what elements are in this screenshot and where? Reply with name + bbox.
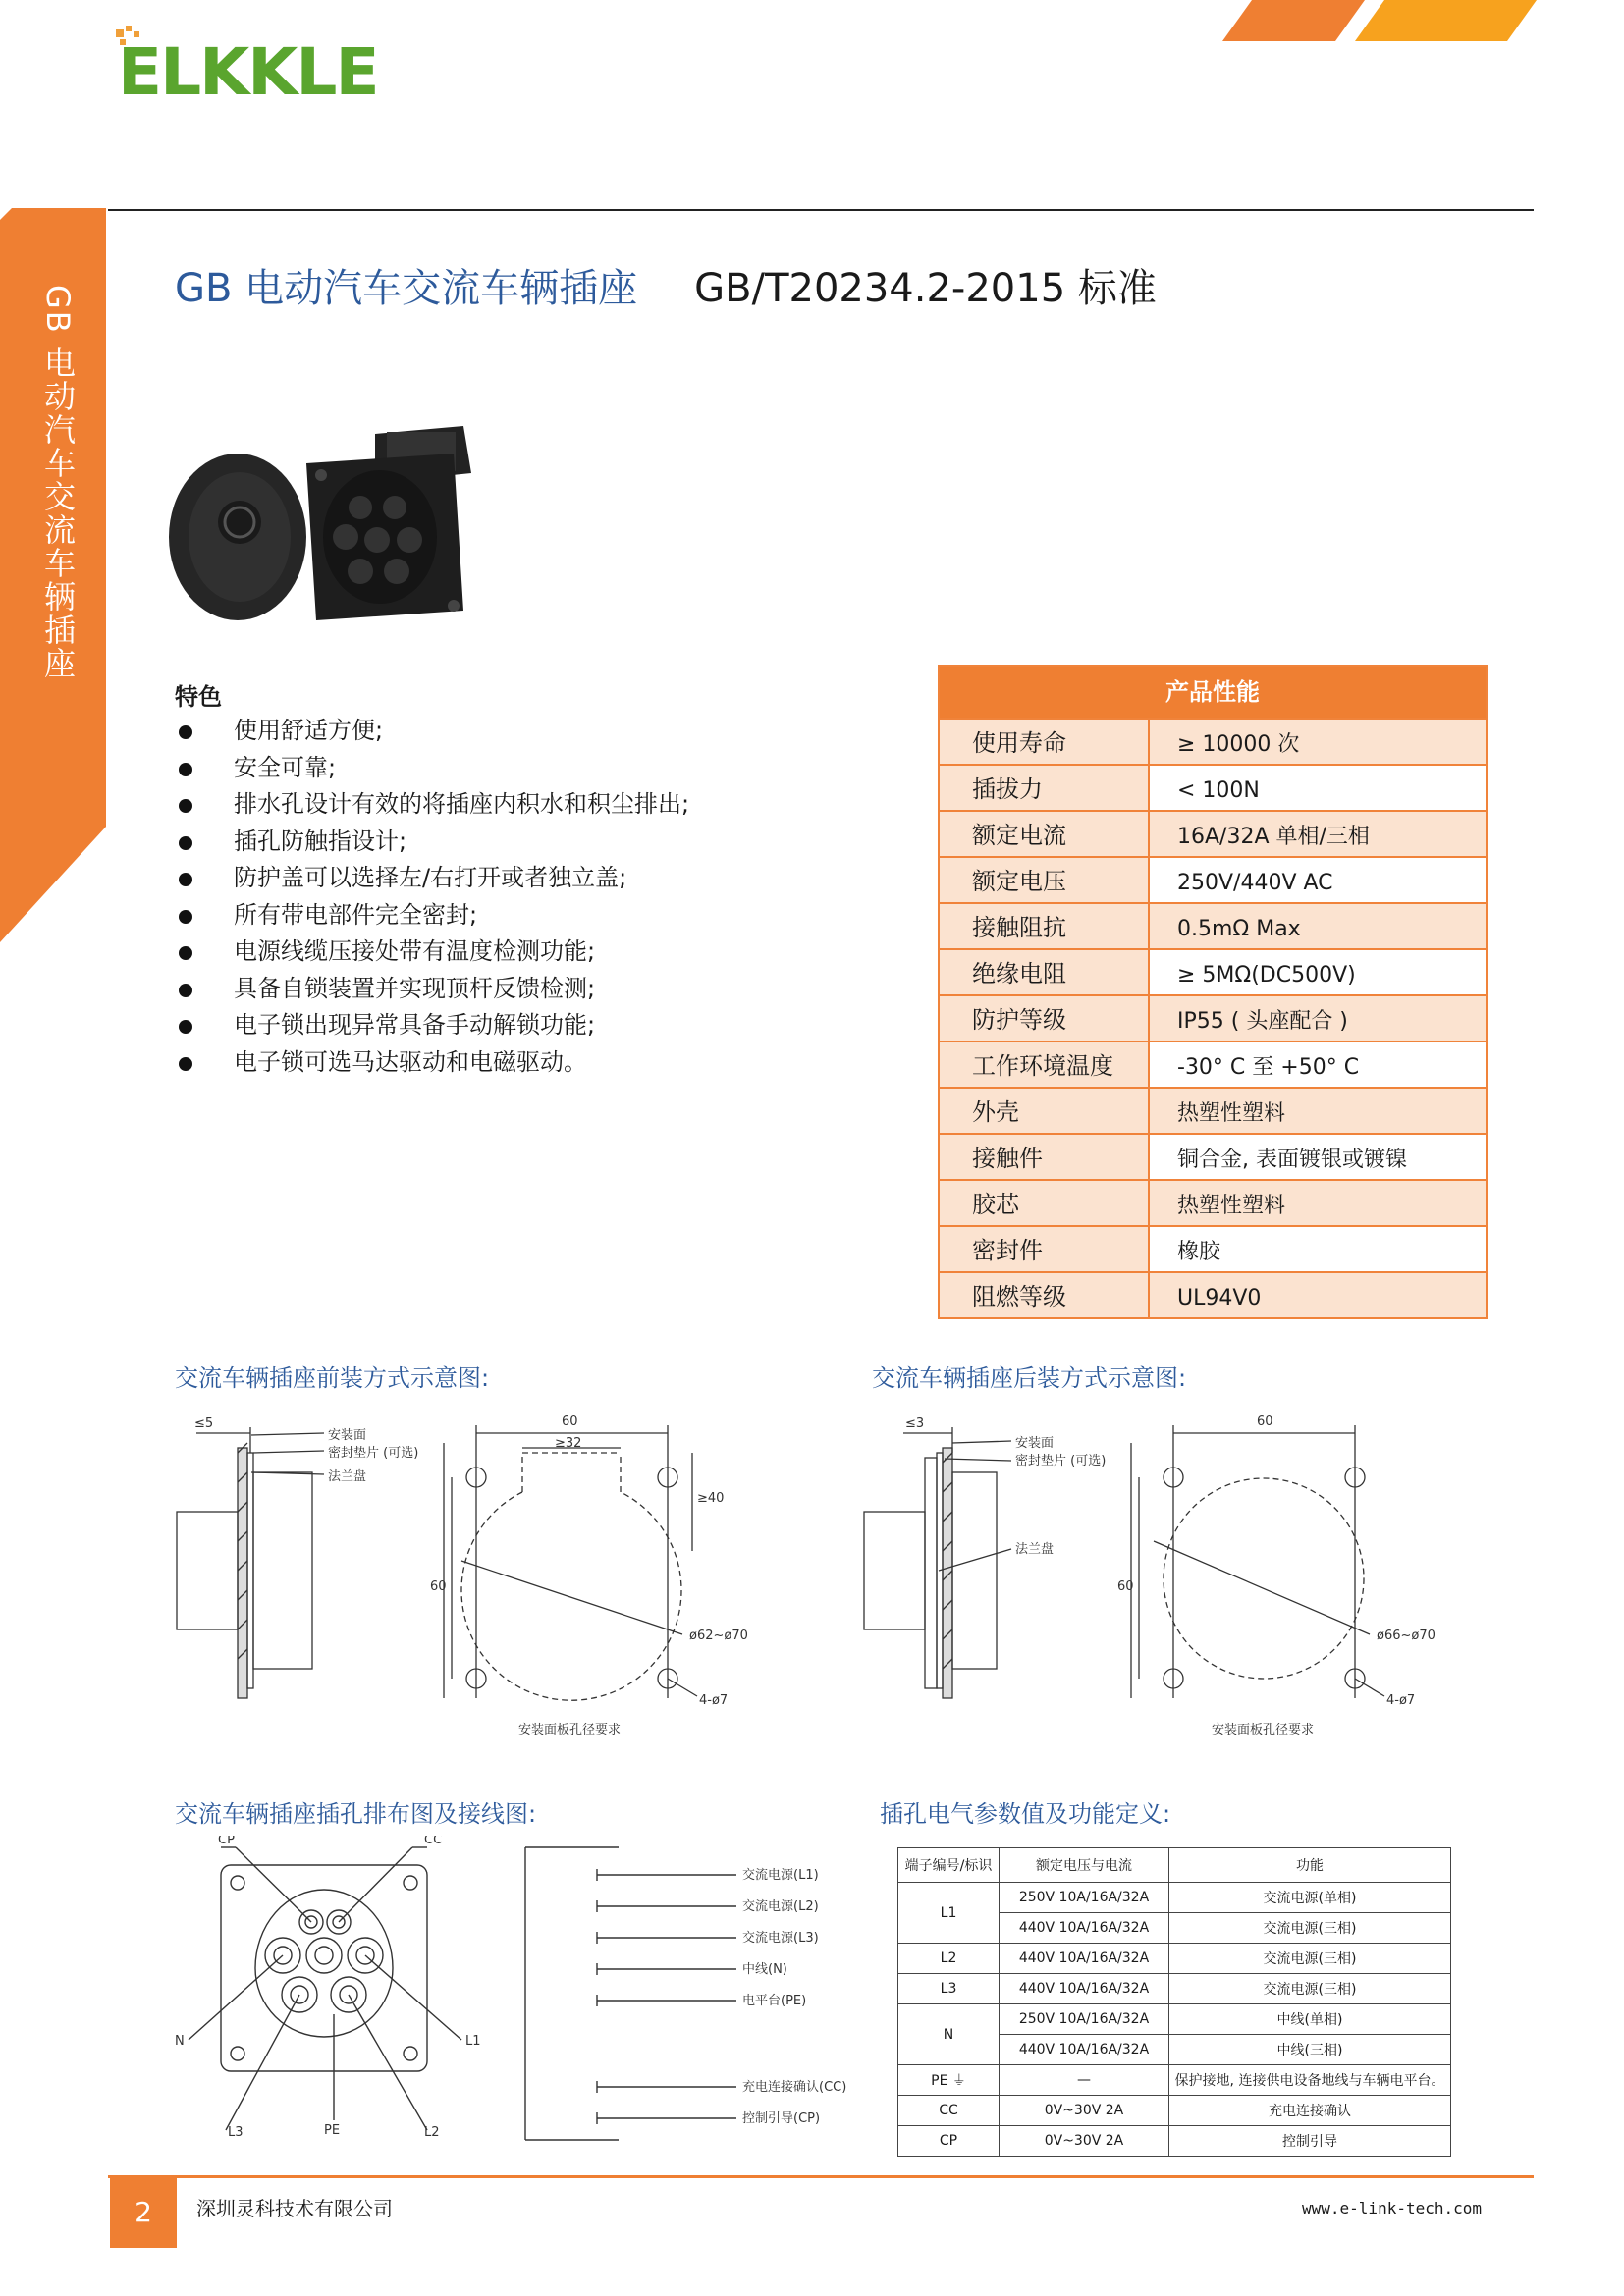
- flange-label: 法兰盘: [328, 1469, 367, 1484]
- perf-row: [940, 1181, 1486, 1225]
- mount-surface-label: 安装面: [1015, 1436, 1055, 1451]
- product-image: [169, 404, 513, 640]
- pin-id: CC: [898, 2096, 1000, 2126]
- front-mount-diagram: [167, 1404, 776, 1747]
- wiring-label: 充电连接确认(CC): [742, 2080, 847, 2095]
- pin-label-pe: PE: [324, 2123, 341, 2138]
- dim-holes: 4-ø7: [699, 1693, 729, 1708]
- perf-key: 使用寿命: [940, 720, 1148, 764]
- page-title: [175, 257, 1157, 313]
- pin-label-cp: CP: [218, 1836, 235, 1847]
- feature-item: 电子锁可选马达驱动和电磁驱动。: [175, 1044, 689, 1082]
- perf-value: 橡胶: [1150, 1227, 1486, 1271]
- perf-key: 插拔力: [940, 766, 1148, 810]
- perf-value: 16A/32A 单相/三相: [1150, 812, 1486, 856]
- perf-value: -30° C 至 +50° C: [1150, 1042, 1486, 1087]
- perf-value: ≥ 10000 次: [1150, 720, 1486, 764]
- dim-holes: 4-ø7: [1386, 1693, 1416, 1708]
- feature-item: 排水孔设计有效的将插座内积水和积尘排出;: [175, 786, 689, 824]
- diagram-caption: 安装面板孔径要求: [1212, 1723, 1315, 1737]
- pin-function: 交流电源(单相): [1169, 1883, 1451, 1913]
- pin-rating: 0V~30V 2A: [1000, 2126, 1169, 2157]
- pin-id: L2: [898, 1944, 1000, 1974]
- perf-row: [940, 996, 1486, 1041]
- wiring-label: 交流电源(L3): [742, 1931, 819, 1946]
- header-stripes: [1193, 0, 1546, 41]
- perf-row: [940, 766, 1486, 810]
- company-name: 深圳灵科技术有限公司: [196, 2197, 393, 2220]
- perf-key: 绝缘电阻: [940, 950, 1148, 994]
- pin-label-l1: L1: [465, 2034, 481, 2049]
- performance-title: 产品性能: [940, 667, 1486, 718]
- pin-id: PE ⏚: [898, 2065, 1000, 2096]
- perf-value: 250V/440V AC: [1150, 858, 1486, 902]
- pin-table-header: 额定电压与电流: [1000, 1848, 1169, 1883]
- features-title: 特色: [175, 683, 222, 711]
- pin-id: CP: [898, 2126, 1000, 2157]
- pin-label-n: N: [175, 2034, 185, 2049]
- pin-function: 控制引导: [1169, 2126, 1451, 2157]
- pin-id: L1: [898, 1883, 1000, 1944]
- website-link[interactable]: www.e-link-tech.com: [1302, 2199, 1483, 2217]
- wiring-label: 电平台(PE): [742, 1994, 807, 2008]
- perf-value: UL94V0: [1150, 1273, 1486, 1317]
- perf-value: < 100N: [1150, 766, 1486, 810]
- perf-row: [940, 858, 1486, 902]
- pin-table-heading: 插孔电气参数值及功能定义:: [880, 1800, 1171, 1828]
- feature-item: 安全可靠;: [175, 750, 689, 787]
- standard-text: GB/T20234.2-2015 标准: [694, 266, 1157, 311]
- table-row: [898, 1944, 1451, 1974]
- pin-id: L3: [898, 1974, 1000, 2004]
- perf-key: 接触阻抗: [940, 904, 1148, 948]
- seal-gasket-label: 密封垫片 (可选): [1015, 1454, 1107, 1468]
- feature-item: 所有带电部件完全密封;: [175, 897, 689, 934]
- perf-value: 铜合金, 表面镀银或镀镍: [1150, 1135, 1486, 1179]
- wiring-label: 交流电源(L2): [742, 1899, 819, 1914]
- pin-function: 中线(单相): [1169, 2004, 1451, 2035]
- pin-rating: 250V 10A/16A/32A: [1000, 2004, 1169, 2035]
- perf-key: 额定电流: [940, 812, 1148, 856]
- pin-label-l2: L2: [424, 2125, 440, 2140]
- dim-diameter: ø62~ø70: [689, 1629, 748, 1643]
- thickness-label: ≤5: [194, 1416, 214, 1431]
- dim-60-top: 60: [1257, 1415, 1273, 1429]
- feature-item: 电子锁出现异常具备手动解锁功能;: [175, 1007, 689, 1044]
- feature-item: 电源线缆压接处带有温度检测功能;: [175, 934, 689, 971]
- pin-function: 交流电源(三相): [1169, 1913, 1451, 1944]
- pin-function: 充电连接确认: [1169, 2096, 1451, 2126]
- rear-mount-heading: 交流车辆插座后装方式示意图:: [872, 1364, 1187, 1392]
- perf-row: [940, 1273, 1486, 1317]
- perf-key: 工作环境温度: [940, 1042, 1148, 1087]
- pin-rating: 440V 10A/16A/32A: [1000, 1913, 1169, 1944]
- pin-rating: —: [1000, 2065, 1169, 2096]
- pin-function: 交流电源(三相): [1169, 1974, 1451, 2004]
- page-number: 2: [110, 2177, 177, 2248]
- pin-table-header: 端子编号/标识: [898, 1848, 1000, 1883]
- perf-key: 防护等级: [940, 996, 1148, 1041]
- company-logo: [116, 26, 401, 104]
- pin-function: 交流电源(三相): [1169, 1944, 1451, 1974]
- perf-value: 热塑性塑料: [1150, 1089, 1486, 1133]
- table-row: [898, 2096, 1451, 2126]
- pin-table: [897, 1847, 1451, 2157]
- table-row: [898, 2126, 1451, 2157]
- title-text: GB 电动汽车交流车辆插座: [175, 266, 638, 311]
- dim-40: ≥40: [697, 1491, 725, 1506]
- wiring-label: 中线(N): [742, 1962, 787, 1977]
- table-row: [898, 2065, 1451, 2096]
- pin-function: 中线(三相): [1169, 2035, 1451, 2065]
- perf-key: 胶芯: [940, 1181, 1148, 1225]
- perf-row: [940, 720, 1486, 764]
- thickness-label: ≤3: [905, 1416, 925, 1431]
- features-list: [175, 713, 689, 1081]
- pin-rating: 440V 10A/16A/32A: [1000, 1974, 1169, 2004]
- perf-value: 0.5mΩ Max: [1150, 904, 1486, 948]
- side-tab-text: GB 电动汽车交流车辆插座: [39, 285, 77, 680]
- rear-mount-diagram: [854, 1404, 1463, 1747]
- dim-diameter: ø66~ø70: [1377, 1629, 1435, 1643]
- feature-item: 具备自锁装置并实现顶杆反馈检测;: [175, 971, 689, 1008]
- table-row: [898, 1974, 1451, 2004]
- diagram-caption: 安装面板孔径要求: [518, 1723, 622, 1737]
- feature-item: 插孔防触指设计;: [175, 824, 689, 861]
- dim-60-side: 60: [430, 1579, 447, 1594]
- perf-row: [940, 1089, 1486, 1133]
- front-mount-heading: 交流车辆插座前装方式示意图:: [175, 1364, 490, 1392]
- pin-rating: 250V 10A/16A/32A: [1000, 1883, 1169, 1913]
- pin-label-cc: CC: [424, 1836, 443, 1847]
- pin-table-header: 功能: [1169, 1848, 1451, 1883]
- perf-key: 接触件: [940, 1135, 1148, 1179]
- perf-row: [940, 1227, 1486, 1271]
- performance-table: [938, 665, 1488, 1319]
- perf-row: [940, 812, 1486, 856]
- perf-key: 外壳: [940, 1089, 1148, 1133]
- perf-key: 密封件: [940, 1227, 1148, 1271]
- perf-value: 热塑性塑料: [1150, 1181, 1486, 1225]
- pin-rating: 440V 10A/16A/32A: [1000, 1944, 1169, 1974]
- perf-key: 阻燃等级: [940, 1273, 1148, 1317]
- table-row: [898, 1883, 1451, 1913]
- perf-row: [940, 950, 1486, 994]
- feature-item: 防护盖可以选择左/右打开或者独立盖;: [175, 860, 689, 897]
- wiring-label: 交流电源(L1): [742, 1868, 819, 1883]
- perf-value: IP55 ( 头座配合 ): [1150, 996, 1486, 1041]
- seal-gasket-label: 密封垫片 (可选): [328, 1446, 419, 1461]
- dim-60-top: 60: [562, 1415, 578, 1429]
- svg-text:ELKKLE: ELKKLE: [118, 34, 378, 104]
- flange-label: 法兰盘: [1015, 1542, 1055, 1557]
- mount-surface-label: 安装面: [328, 1428, 367, 1443]
- dim-32: ≥32: [555, 1436, 582, 1451]
- perf-value: ≥ 5MΩ(DC500V): [1150, 950, 1486, 994]
- pin-rating: 440V 10A/16A/32A: [1000, 2035, 1169, 2065]
- wiring-label: 控制引导(CP): [742, 2111, 821, 2126]
- pin-rating: 0V~30V 2A: [1000, 2096, 1169, 2126]
- perf-row: [940, 1042, 1486, 1087]
- layout-heading: 交流车辆插座插孔排布图及接线图:: [175, 1800, 537, 1828]
- pin-label-l3: L3: [228, 2125, 244, 2140]
- table-row: [898, 2004, 1451, 2035]
- perf-row: [940, 1135, 1486, 1179]
- pin-function: 保护接地, 连接供电设备地线与车辆电平台。: [1169, 2065, 1451, 2096]
- dim-60-side: 60: [1117, 1579, 1134, 1594]
- pin-layout-diagram: [167, 1836, 874, 2160]
- footer-rule: [108, 2175, 1534, 2178]
- pin-id: N: [898, 2004, 1000, 2065]
- perf-key: 额定电压: [940, 858, 1148, 902]
- perf-row: [940, 904, 1486, 948]
- feature-item: 使用舒适方便;: [175, 713, 689, 750]
- header-rule: [108, 209, 1534, 211]
